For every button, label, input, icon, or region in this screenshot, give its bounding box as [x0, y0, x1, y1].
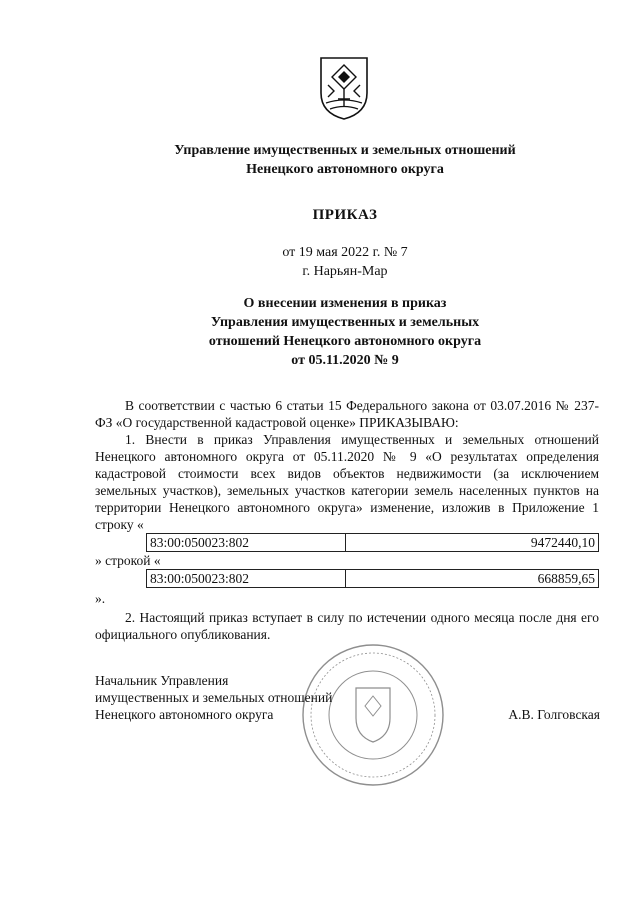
subject-line-4: от 05.11.2020 № 9	[291, 353, 399, 368]
preamble: В соответствии с частью 6 статьи 15 Федерального закона от 03.07.2016 № 237-ФЗ «О государственной кадастровой оценке» ПРИКАЗЫВАЮ:	[95, 398, 599, 430]
signature-position	[95, 672, 355, 723]
position-line-2: имущественных и земельных отношений	[95, 690, 333, 705]
cadastral-value: 668859,65	[346, 570, 599, 588]
order-subject	[90, 294, 600, 370]
date-number: от 19 мая 2022 г. № 7	[282, 245, 408, 260]
org-line-1: Управление имущественных и земельных отношений	[174, 143, 516, 158]
table-row	[147, 570, 599, 588]
order-body	[95, 397, 599, 643]
organization-name	[90, 141, 600, 179]
cadastral-number: 83:00:050023:802	[147, 534, 346, 552]
close-quote: ».	[95, 591, 106, 606]
cadastral-value: 9472440,10	[346, 534, 599, 552]
signer-name: А.В. Голговская	[508, 707, 600, 722]
subject-line-3: отношений Ненецкого автономного округа	[208, 334, 482, 349]
item-1: 1. Внести в приказ Управления имущественных и земельных отношений Ненецкого автономного округа от 05.11.2020 № 9 «О результатах определения кадастровой стоимости всех видов объектов недвижимости (за исключением земельных участков), земельных участков категории земель населенных пунктов на территории Ненецкого автономного округа» изменение, изложив в Приложение 1 строку «	[95, 432, 599, 532]
date-and-place	[90, 243, 600, 281]
new-row-table	[146, 569, 599, 588]
old-row-table	[146, 533, 599, 552]
cadastral-number: 83:00:050023:802	[147, 570, 346, 588]
position-line-1: Начальник Управления	[95, 673, 229, 688]
position-line-3: Ненецкого автономного округа	[95, 707, 274, 722]
subject-line-1: О внесении изменения в приказ	[243, 296, 447, 311]
city: г. Нарьян-Мар	[302, 264, 388, 279]
document-type: ПРИКАЗ	[312, 207, 378, 223]
org-line-2: Ненецкого автономного округа	[246, 162, 444, 177]
replace-text: » строкой «	[95, 553, 161, 568]
item-2: 2. Настоящий приказ вступает в силу по истечении одного месяца после дня его официального опубликования.	[95, 610, 599, 642]
subject-line-2: Управления имущественных и земельных	[210, 315, 480, 330]
table-row	[147, 534, 599, 552]
coat-of-arms-icon	[318, 55, 370, 121]
